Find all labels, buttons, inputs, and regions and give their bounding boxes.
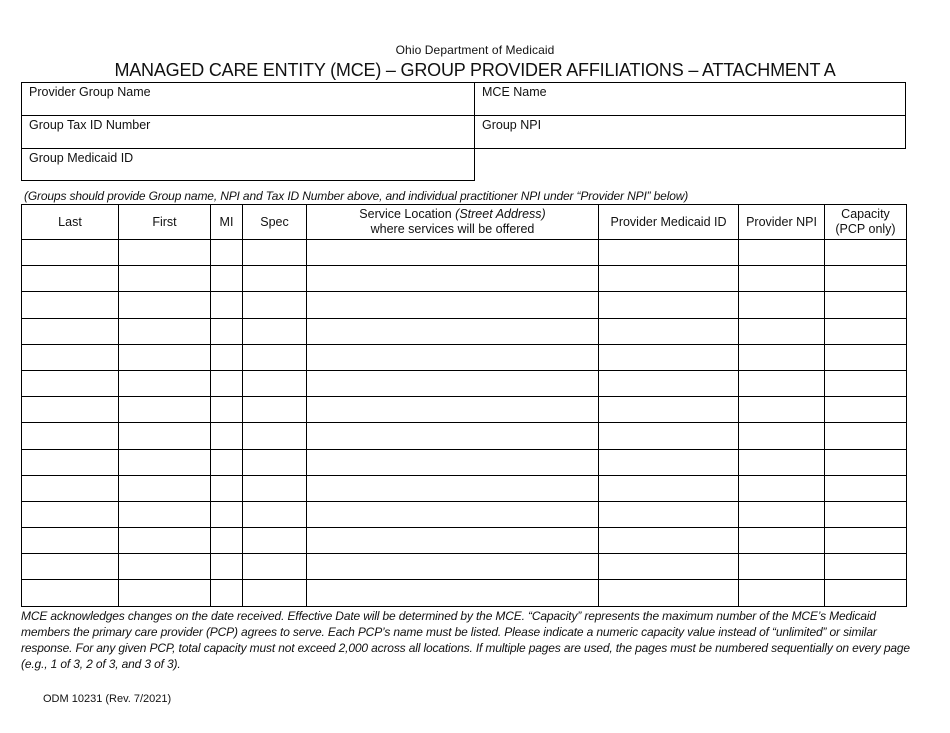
provider-npi-cell[interactable]: [739, 528, 825, 554]
mi-cell[interactable]: [211, 475, 243, 501]
provider-medicaid-id-cell[interactable]: [599, 292, 739, 318]
mce-name-label: MCE Name: [482, 85, 547, 99]
table-row: [22, 292, 907, 318]
capacity-sublabel: (PCP only): [835, 222, 896, 236]
table-row: [22, 423, 907, 449]
provider-npi-cell[interactable]: [739, 580, 825, 606]
mi-cell[interactable]: [211, 318, 243, 344]
service-location-cell[interactable]: [307, 580, 599, 606]
provider-npi-cell[interactable]: [739, 554, 825, 580]
first-cell[interactable]: [119, 554, 211, 580]
last-cell[interactable]: [22, 397, 119, 423]
provider-group-name-box[interactable]: [21, 82, 475, 116]
last-cell[interactable]: [22, 292, 119, 318]
col-header-spec: Spec: [243, 205, 307, 240]
spec-cell[interactable]: [243, 449, 307, 475]
last-cell[interactable]: [22, 423, 119, 449]
spec-cell[interactable]: [243, 528, 307, 554]
capacity-cell[interactable]: [825, 292, 907, 318]
spec-cell[interactable]: [243, 370, 307, 396]
service-location-cell[interactable]: [307, 292, 599, 318]
spec-cell[interactable]: [243, 240, 307, 266]
last-cell[interactable]: [22, 528, 119, 554]
capacity-cell[interactable]: [825, 423, 907, 449]
provider-npi-cell[interactable]: [739, 292, 825, 318]
first-cell[interactable]: [119, 501, 211, 527]
last-cell[interactable]: [22, 266, 119, 292]
mi-cell[interactable]: [211, 397, 243, 423]
service-location-cell[interactable]: [307, 475, 599, 501]
provider-npi-cell[interactable]: [739, 344, 825, 370]
group-medicaid-id-box[interactable]: [21, 148, 475, 181]
first-cell[interactable]: [119, 528, 211, 554]
spec-cell[interactable]: [243, 475, 307, 501]
mi-cell[interactable]: [211, 554, 243, 580]
table-row: [22, 397, 907, 423]
mi-cell[interactable]: [211, 344, 243, 370]
provider-npi-cell[interactable]: [739, 475, 825, 501]
agency-name: Ohio Department of Medicaid: [395, 43, 555, 57]
spec-cell[interactable]: [243, 266, 307, 292]
col-header-first: First: [119, 205, 211, 240]
first-cell[interactable]: [119, 240, 211, 266]
table-row: [22, 370, 907, 396]
group-npi-label: Group NPI: [482, 118, 542, 132]
provider-npi-cell[interactable]: [739, 501, 825, 527]
mi-cell[interactable]: [211, 292, 243, 318]
footer-note: MCE acknowledges changes on the date received. Effective Date will be determined by the MCE. “Capacity” represents the maximum number of the MCE’s Medicaid members the primary care provider (PCP) agrees to serve. Each PCP’s name must be listed. Please indicate a numeric capacity value instead of “unlimited” or similar response. For any given PCP, total capacity must not exceed 2,000 across all locations. If multiple pages are used, the pages must be numbered sequentially on every page (e.g., 1 of 3, 2 of 3, and 3 of 3).: [21, 609, 910, 671]
capacity-cell[interactable]: [825, 501, 907, 527]
table-row: [22, 501, 907, 527]
service-location-cell[interactable]: [307, 528, 599, 554]
provider-group-name-label: Provider Group Name: [29, 85, 151, 99]
last-cell[interactable]: [22, 475, 119, 501]
service-location-sublabel: where services will be offered: [370, 222, 535, 236]
last-cell[interactable]: [22, 580, 119, 606]
service-location-cell[interactable]: [307, 449, 599, 475]
table-header-row: [22, 205, 907, 240]
provider-medicaid-id-cell[interactable]: [599, 449, 739, 475]
service-location-cell[interactable]: [307, 423, 599, 449]
group-tax-id-box[interactable]: [21, 115, 475, 149]
mce-name-box[interactable]: [474, 82, 906, 116]
last-cell[interactable]: [22, 370, 119, 396]
service-location-cell[interactable]: [307, 344, 599, 370]
first-cell[interactable]: [119, 397, 211, 423]
mi-cell[interactable]: [211, 266, 243, 292]
capacity-cell[interactable]: [825, 318, 907, 344]
capacity-label: Capacity: [841, 207, 890, 221]
provider-medicaid-id-cell[interactable]: [599, 475, 739, 501]
table-row: [22, 449, 907, 475]
table-row: [22, 528, 907, 554]
street-address-label: (Street Address): [455, 207, 546, 221]
last-cell[interactable]: [22, 449, 119, 475]
first-cell[interactable]: [119, 449, 211, 475]
provider-medicaid-id-cell[interactable]: [599, 580, 739, 606]
capacity-cell[interactable]: [825, 397, 907, 423]
first-cell[interactable]: [119, 344, 211, 370]
group-tax-id-label: Group Tax ID Number: [29, 118, 151, 132]
capacity-cell[interactable]: [825, 528, 907, 554]
table-row: [22, 266, 907, 292]
service-location-cell[interactable]: [307, 501, 599, 527]
first-cell[interactable]: [119, 370, 211, 396]
form-id: ODM 10231 (Rev. 7/2021): [43, 693, 172, 705]
mi-cell[interactable]: [211, 528, 243, 554]
mi-cell[interactable]: [211, 580, 243, 606]
table-row: [22, 475, 907, 501]
col-header-last: Last: [22, 205, 119, 240]
first-cell[interactable]: [119, 318, 211, 344]
provider-medicaid-id-cell[interactable]: [599, 397, 739, 423]
group-medicaid-id-label: Group Medicaid ID: [29, 151, 134, 165]
provider-npi-cell[interactable]: [739, 266, 825, 292]
last-cell[interactable]: [22, 554, 119, 580]
col-header-capacity: [825, 205, 907, 240]
spec-cell[interactable]: [243, 554, 307, 580]
provider-medicaid-id-cell[interactable]: [599, 370, 739, 396]
provider-medicaid-id-cell[interactable]: [599, 528, 739, 554]
last-cell[interactable]: [22, 501, 119, 527]
col-header-service-location: [307, 205, 599, 240]
service-location-cell[interactable]: [307, 318, 599, 344]
provider-medicaid-id-cell[interactable]: [599, 501, 739, 527]
last-cell[interactable]: [22, 318, 119, 344]
service-location-cell[interactable]: [307, 240, 599, 266]
first-cell[interactable]: [119, 580, 211, 606]
table-body: [22, 240, 907, 607]
col-header-mi: MI: [211, 205, 243, 240]
capacity-cell[interactable]: [825, 475, 907, 501]
table-row: [22, 554, 907, 580]
provider-medicaid-id-cell[interactable]: [599, 240, 739, 266]
service-location-cell[interactable]: [307, 266, 599, 292]
capacity-cell[interactable]: [825, 240, 907, 266]
spec-cell[interactable]: [243, 580, 307, 606]
provider-npi-cell[interactable]: [739, 397, 825, 423]
spec-cell[interactable]: [243, 318, 307, 344]
first-cell[interactable]: [119, 475, 211, 501]
provider-npi-cell[interactable]: [739, 449, 825, 475]
table-row: [22, 344, 907, 370]
first-cell[interactable]: [119, 423, 211, 449]
spec-cell[interactable]: [243, 501, 307, 527]
provider-medicaid-id-cell[interactable]: [599, 554, 739, 580]
spec-cell[interactable]: [243, 397, 307, 423]
last-cell[interactable]: [22, 344, 119, 370]
provider-npi-cell[interactable]: [739, 370, 825, 396]
service-location-label: Service Location: [359, 207, 456, 221]
mi-cell[interactable]: [211, 240, 243, 266]
mi-cell[interactable]: [211, 449, 243, 475]
provider-npi-cell[interactable]: [739, 423, 825, 449]
provider-affiliation-table: [21, 204, 907, 607]
provider-medicaid-id-cell[interactable]: [599, 423, 739, 449]
spec-cell[interactable]: [243, 423, 307, 449]
table-row: [22, 318, 907, 344]
capacity-cell[interactable]: [825, 266, 907, 292]
first-cell[interactable]: [119, 266, 211, 292]
mi-cell[interactable]: [211, 370, 243, 396]
first-cell[interactable]: [119, 292, 211, 318]
capacity-cell[interactable]: [825, 449, 907, 475]
provider-medicaid-id-cell[interactable]: [599, 344, 739, 370]
table-row: [22, 580, 907, 606]
provider-medicaid-id-cell[interactable]: [599, 318, 739, 344]
service-location-cell[interactable]: [307, 554, 599, 580]
spec-cell[interactable]: [243, 292, 307, 318]
group-npi-box[interactable]: [474, 115, 906, 149]
instruction-text: (Groups should provide Group name, NPI and Tax ID Number above, and individual practitioner NPI under “Provider NPI” below): [24, 189, 689, 203]
service-location-cell[interactable]: [307, 397, 599, 423]
provider-npi-cell[interactable]: [739, 318, 825, 344]
table-row: [22, 240, 907, 266]
col-header-provider-npi: Provider NPI: [739, 205, 825, 240]
mi-cell[interactable]: [211, 423, 243, 449]
provider-npi-cell[interactable]: [739, 240, 825, 266]
mi-cell[interactable]: [211, 501, 243, 527]
spec-cell[interactable]: [243, 344, 307, 370]
service-location-cell[interactable]: [307, 370, 599, 396]
capacity-cell[interactable]: [825, 344, 907, 370]
last-cell[interactable]: [22, 240, 119, 266]
provider-medicaid-id-cell[interactable]: [599, 266, 739, 292]
form-title: MANAGED CARE ENTITY (MCE) – GROUP PROVIDER AFFILIATIONS – ATTACHMENT A: [114, 60, 836, 80]
capacity-cell[interactable]: [825, 554, 907, 580]
capacity-cell[interactable]: [825, 580, 907, 606]
capacity-cell[interactable]: [825, 370, 907, 396]
col-header-provider-medicaid-id: Provider Medicaid ID: [599, 205, 739, 240]
